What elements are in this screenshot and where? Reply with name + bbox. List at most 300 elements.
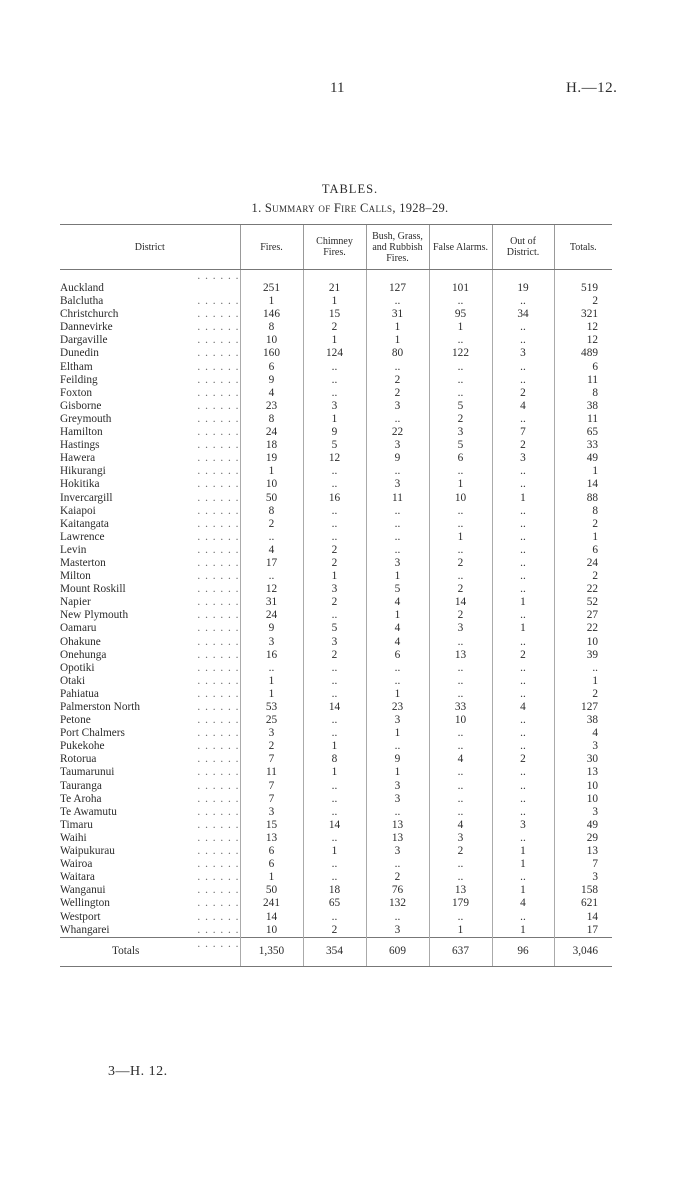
bush-grass-rubbish-fires-cell: 3 (366, 924, 429, 938)
false-alarms-cell: .. (429, 518, 492, 531)
fires-cell: 50 (240, 884, 303, 897)
fires-cell: 15 (240, 819, 303, 832)
table-row (60, 321, 612, 334)
total-cell: 14 (554, 478, 612, 491)
table-row (60, 361, 612, 374)
table-row (60, 924, 612, 938)
district-cell: Dannevirke . . . . . . (60, 321, 240, 334)
fires-cell: 10 (240, 334, 303, 347)
table-row (60, 806, 612, 819)
bush-grass-rubbish-fires-cell: 80 (366, 347, 429, 360)
column-header-district: District (60, 225, 240, 270)
chimney-fires-cell: 1 (303, 570, 366, 583)
district-cell: Invercargill . . . . . . (60, 491, 240, 504)
out-of-district-cell: .. (492, 766, 554, 779)
chimney-fires-cell: 3 (303, 636, 366, 649)
out-of-district-cell: .. (492, 518, 554, 531)
table-row (60, 688, 612, 701)
bush-grass-rubbish-fires-cell: 127 (366, 270, 429, 296)
fires-cell: 3 (240, 636, 303, 649)
fires-cell: 2 (240, 740, 303, 753)
table-row (60, 622, 612, 635)
bush-grass-rubbish-fires-cell: .. (366, 806, 429, 819)
out-of-district-cell: .. (492, 505, 554, 518)
bush-grass-rubbish-fires-cell: 76 (366, 884, 429, 897)
out-of-district-cell: .. (492, 544, 554, 557)
false-alarms-cell: 6 (429, 452, 492, 465)
district-cell: Rotorua . . . . . . (60, 753, 240, 766)
district-cell: Wanganui . . . . . . (60, 884, 240, 897)
out-of-district-cell: 1 (492, 492, 554, 505)
table-row (60, 845, 612, 858)
total-cell: 1 (554, 531, 612, 544)
out-of-district-cell: .. (492, 740, 554, 753)
fires-cell: 6 (240, 858, 303, 871)
district-cell: Tauranga . . . . . . (60, 779, 240, 792)
table-row (60, 858, 612, 871)
false-alarms-cell: .. (429, 570, 492, 583)
bush-grass-rubbish-fires-cell: 5 (366, 583, 429, 596)
fires-cell: 25 (240, 714, 303, 727)
totals-label: Totals . . . . . . (60, 937, 240, 966)
district-cell: Christchurch . . . . . . (60, 308, 240, 321)
total-cell: 38 (554, 400, 612, 413)
chimney-fires-cell: .. (303, 727, 366, 740)
false-alarms-cell: 1 (429, 924, 492, 938)
bush-grass-rubbish-fires-cell: 4 (366, 596, 429, 609)
district-cell: Te Aroha . . . . . . (60, 792, 240, 805)
table-row (60, 570, 612, 583)
false-alarms-cell: .. (429, 505, 492, 518)
bush-grass-rubbish-fires-cell: 3 (366, 793, 429, 806)
fires-cell: 241 (240, 897, 303, 910)
district-cell: Dargaville . . . . . . (60, 334, 240, 347)
chimney-fires-cell: 2 (303, 596, 366, 609)
total-cell: 13 (554, 766, 612, 779)
out-of-district-cell: .. (492, 570, 554, 583)
bush-grass-rubbish-fires-cell: 2 (366, 387, 429, 400)
chimney-fires-cell: 2 (303, 649, 366, 662)
fires-cell: 24 (240, 426, 303, 439)
bush-grass-rubbish-fires-cell: 3 (366, 439, 429, 452)
table-row (60, 426, 612, 439)
false-alarms-cell: 1 (429, 531, 492, 544)
chimney-fires-cell: 3 (303, 583, 366, 596)
table-row (60, 347, 612, 360)
district-cell: Hastings . . . . . . (60, 439, 240, 452)
district-cell: Napier . . . . . . (60, 596, 240, 609)
district-cell: Foxton . . . . . . (60, 386, 240, 399)
total-cell: 10 (554, 780, 612, 793)
totals-row (60, 937, 612, 966)
total-cell: 4 (554, 727, 612, 740)
table-row (60, 518, 612, 531)
table-row (60, 452, 612, 465)
bush-grass-rubbish-fires-cell: .. (366, 858, 429, 871)
bush-grass-rubbish-fires-cell: .. (366, 662, 429, 675)
district-cell: Oamaru . . . . . . (60, 622, 240, 635)
total-cell: .. (554, 662, 612, 675)
out-of-district-cell: .. (492, 295, 554, 308)
chimney-fires-cell: 124 (303, 347, 366, 360)
district-cell: Pahiatua . . . . . . (60, 687, 240, 700)
out-of-district-cell: .. (492, 557, 554, 570)
chimney-fires-cell: .. (303, 662, 366, 675)
fires-cell: 12 (240, 583, 303, 596)
district-cell: Onehunga . . . . . . (60, 648, 240, 661)
chimney-fires-cell: 5 (303, 439, 366, 452)
out-of-district-cell: .. (492, 806, 554, 819)
false-alarms-cell: 3 (429, 622, 492, 635)
out-of-district-cell: .. (492, 662, 554, 675)
table-row (60, 662, 612, 675)
false-alarms-cell: .. (429, 793, 492, 806)
out-of-district-cell: .. (492, 832, 554, 845)
district-cell: Wellington . . . . . . (60, 897, 240, 910)
chimney-fires-cell: .. (303, 793, 366, 806)
total-cell: 158 (554, 884, 612, 897)
out-of-district-cell: .. (492, 675, 554, 688)
bush-grass-rubbish-fires-cell: .. (366, 531, 429, 544)
table-row (60, 270, 612, 296)
chimney-fires-cell: .. (303, 374, 366, 387)
total-cell: 29 (554, 832, 612, 845)
total-cell: 321 (554, 308, 612, 321)
table-row (60, 583, 612, 596)
table-row (60, 609, 612, 622)
bush-grass-rubbish-fires-cell: 23 (366, 701, 429, 714)
table-row (60, 911, 612, 924)
chimney-fires-cell: 1 (303, 413, 366, 426)
total-cell: 6 (554, 544, 612, 557)
bush-grass-rubbish-fires-cell: 13 (366, 819, 429, 832)
total-cell: 12 (554, 321, 612, 334)
total-cell: 49 (554, 819, 612, 832)
chimney-fires-cell: 2 (303, 924, 366, 938)
chimney-fires-cell: .. (303, 531, 366, 544)
total-cell: 1 (554, 465, 612, 478)
false-alarms-cell: .. (429, 688, 492, 701)
out-of-district-cell: 1 (492, 884, 554, 897)
district-cell: Masterton . . . . . . (60, 556, 240, 569)
total-fires: 1,350 (240, 937, 303, 966)
out-of-district-cell: .. (492, 334, 554, 347)
out-of-district-cell: .. (492, 793, 554, 806)
district-cell: Pukekohe . . . . . . (60, 740, 240, 753)
table-row (60, 374, 612, 387)
total-chimney-fires: 354 (303, 937, 366, 966)
bush-grass-rubbish-fires-cell: 3 (366, 780, 429, 793)
district-cell: Port Chalmers . . . . . . (60, 727, 240, 740)
chimney-fires-cell: .. (303, 609, 366, 622)
total-cell: 10 (554, 793, 612, 806)
chimney-fires-cell: .. (303, 465, 366, 478)
district-cell: Waitara . . . . . . (60, 871, 240, 884)
chimney-fires-cell: .. (303, 387, 366, 400)
column-header-false-alarms: False Alarms. (429, 225, 492, 270)
false-alarms-cell: 13 (429, 649, 492, 662)
chimney-fires-cell: 65 (303, 897, 366, 910)
false-alarms-cell: .. (429, 295, 492, 308)
district-cell: Wairoa . . . . . . (60, 858, 240, 871)
district-cell: Ohakune . . . . . . (60, 635, 240, 648)
fires-cell: 10 (240, 478, 303, 491)
district-cell: Milton . . . . . . (60, 570, 240, 583)
out-of-district-cell: .. (492, 780, 554, 793)
table-row (60, 636, 612, 649)
table-row (60, 334, 612, 347)
bush-grass-rubbish-fires-cell: .. (366, 911, 429, 924)
district-cell: Mount Roskill . . . . . . (60, 583, 240, 596)
total-cell: 11 (554, 413, 612, 426)
out-of-district-cell: .. (492, 636, 554, 649)
fires-cell: 4 (240, 387, 303, 400)
total-cell: 17 (554, 924, 612, 938)
district-cell: Lawrence . . . . . . (60, 530, 240, 543)
false-alarms-cell: 95 (429, 308, 492, 321)
out-of-district-cell: 1 (492, 845, 554, 858)
chimney-fires-cell: .. (303, 361, 366, 374)
total-cell: 2 (554, 570, 612, 583)
false-alarms-cell: 179 (429, 897, 492, 910)
district-cell: Auckland . . . . . . (60, 270, 240, 294)
out-of-district-cell: .. (492, 478, 554, 491)
fires-cell: 2 (240, 518, 303, 531)
bush-grass-rubbish-fires-cell: 9 (366, 753, 429, 766)
total-cell: 2 (554, 295, 612, 308)
false-alarms-cell: 10 (429, 492, 492, 505)
fires-cell: 7 (240, 780, 303, 793)
column-header-bush-grass-rubbish-fires: Bush, Grass, and Rubbish Fires. (366, 225, 429, 270)
table-row (60, 544, 612, 557)
table-row (60, 675, 612, 688)
false-alarms-cell: 13 (429, 884, 492, 897)
out-of-district-cell: 3 (492, 347, 554, 360)
fires-cell: .. (240, 662, 303, 675)
total-cell: 489 (554, 347, 612, 360)
table-row (60, 387, 612, 400)
fires-cell: 3 (240, 727, 303, 740)
bush-grass-rubbish-fires-cell: 22 (366, 426, 429, 439)
false-alarms-cell: .. (429, 727, 492, 740)
fires-cell: 14 (240, 911, 303, 924)
fires-cell: 1 (240, 688, 303, 701)
chimney-fires-cell: .. (303, 871, 366, 884)
chimney-fires-cell: 1 (303, 740, 366, 753)
fires-cell: 4 (240, 544, 303, 557)
total-cell: 3 (554, 806, 612, 819)
out-of-district-cell: 4 (492, 400, 554, 413)
district-cell: Kaitangata . . . . . . (60, 517, 240, 530)
total-cell: 22 (554, 622, 612, 635)
false-alarms-cell: 101 (429, 270, 492, 296)
table-title: 1. Summary of Fire Calls, 1928–29. (251, 201, 449, 215)
chimney-fires-cell: 1 (303, 766, 366, 779)
out-of-district-cell: .. (492, 321, 554, 334)
bush-grass-rubbish-fires-cell: .. (366, 518, 429, 531)
table-row (60, 505, 612, 518)
fires-cell: 24 (240, 609, 303, 622)
total-cell: 12 (554, 334, 612, 347)
false-alarms-cell: 1 (429, 321, 492, 334)
fires-cell: 11 (240, 766, 303, 779)
table-row (60, 649, 612, 662)
chimney-fires-cell: 2 (303, 544, 366, 557)
document-reference: H.—12. (566, 80, 618, 96)
out-of-district-cell: 1 (492, 596, 554, 609)
out-of-district-cell: 4 (492, 897, 554, 910)
fires-cell: 6 (240, 845, 303, 858)
false-alarms-cell: 5 (429, 439, 492, 452)
false-alarms-cell: 1 (429, 478, 492, 491)
false-alarms-cell: .. (429, 636, 492, 649)
out-of-district-cell: .. (492, 911, 554, 924)
district-cell: Feilding . . . . . . (60, 373, 240, 386)
out-of-district-cell: .. (492, 465, 554, 478)
total-cell: 49 (554, 452, 612, 465)
tables-heading: TABLES. (321, 182, 379, 196)
table-row (60, 531, 612, 544)
fires-cell: 7 (240, 793, 303, 806)
district-cell: Otaki . . . . . . (60, 674, 240, 687)
chimney-fires-cell: 8 (303, 753, 366, 766)
chimney-fires-cell: .. (303, 505, 366, 518)
total-cell: 13 (554, 845, 612, 858)
false-alarms-cell: .. (429, 544, 492, 557)
out-of-district-cell: 2 (492, 649, 554, 662)
bush-grass-rubbish-fires-cell: 13 (366, 832, 429, 845)
fires-cell: 53 (240, 701, 303, 714)
fires-cell: 1 (240, 295, 303, 308)
district-cell: Hamilton . . . . . . (60, 426, 240, 439)
chimney-fires-cell: 16 (303, 492, 366, 505)
out-of-district-cell: .. (492, 361, 554, 374)
total-cell: 52 (554, 596, 612, 609)
table-row (60, 819, 612, 832)
fires-cell: 9 (240, 622, 303, 635)
district-cell: Greymouth . . . . . . (60, 412, 240, 425)
false-alarms-cell: .. (429, 911, 492, 924)
false-alarms-cell: 4 (429, 753, 492, 766)
total-cell: 8 (554, 387, 612, 400)
table-row (60, 793, 612, 806)
out-of-district-cell: 3 (492, 452, 554, 465)
total-cell: 39 (554, 649, 612, 662)
total-cell: 127 (554, 701, 612, 714)
fires-cell: 13 (240, 832, 303, 845)
chimney-fires-cell: 5 (303, 622, 366, 635)
false-alarms-cell: .. (429, 662, 492, 675)
false-alarms-cell: 14 (429, 596, 492, 609)
false-alarms-cell: .. (429, 334, 492, 347)
false-alarms-cell: .. (429, 858, 492, 871)
out-of-district-cell: 19 (492, 270, 554, 296)
district-cell: Gisborne . . . . . . (60, 399, 240, 412)
fires-cell: 3 (240, 806, 303, 819)
false-alarms-cell: .. (429, 740, 492, 753)
bush-grass-rubbish-fires-cell: 3 (366, 714, 429, 727)
district-cell: New Plymouth . . . . . . (60, 609, 240, 622)
bush-grass-rubbish-fires-cell: 132 (366, 897, 429, 910)
fires-cell: 1 (240, 871, 303, 884)
bush-grass-rubbish-fires-cell: 2 (366, 374, 429, 387)
total-cell: 2 (554, 688, 612, 701)
total-cell: 8 (554, 505, 612, 518)
false-alarms-cell: .. (429, 871, 492, 884)
out-of-district-cell: 2 (492, 439, 554, 452)
table-row (60, 596, 612, 609)
fires-cell: 251 (240, 270, 303, 296)
chimney-fires-cell: 1 (303, 845, 366, 858)
total-cell: 2 (554, 518, 612, 531)
false-alarms-cell: 3 (429, 426, 492, 439)
fires-cell: 1 (240, 465, 303, 478)
fires-cell: 16 (240, 649, 303, 662)
table-row (60, 727, 612, 740)
district-cell: Whangarei . . . . . . (60, 923, 240, 936)
false-alarms-cell: .. (429, 675, 492, 688)
chimney-fires-cell: .. (303, 478, 366, 491)
bush-grass-rubbish-fires-cell: 1 (366, 609, 429, 622)
out-of-district-cell: 2 (492, 387, 554, 400)
district-cell: Petone . . . . . . (60, 714, 240, 727)
bush-grass-rubbish-fires-cell: 1 (366, 334, 429, 347)
total-cell: 519 (554, 270, 612, 296)
bush-grass-rubbish-fires-cell: 6 (366, 649, 429, 662)
bush-grass-rubbish-fires-cell: 2 (366, 871, 429, 884)
column-header-totals: Totals. (554, 225, 612, 270)
bush-grass-rubbish-fires-cell: 3 (366, 478, 429, 491)
footer-reference: 3—H. 12. (108, 1064, 168, 1079)
table-row (60, 766, 612, 779)
grand-total: 3,046 (554, 937, 612, 966)
fires-cell: 50 (240, 492, 303, 505)
chimney-fires-cell: .. (303, 806, 366, 819)
bush-grass-rubbish-fires-cell: .. (366, 544, 429, 557)
table-header-row (60, 225, 612, 270)
column-header-out-of-district: Out of District. (492, 225, 554, 270)
chimney-fires-cell: 9 (303, 426, 366, 439)
district-cell: Hawera . . . . . . (60, 452, 240, 465)
out-of-district-cell: 1 (492, 622, 554, 635)
table-row (60, 295, 612, 308)
bush-grass-rubbish-fires-cell: .. (366, 505, 429, 518)
total-cell: 22 (554, 583, 612, 596)
table-row (60, 308, 612, 321)
table-row (60, 400, 612, 413)
fires-cell: 10 (240, 924, 303, 938)
chimney-fires-cell: 2 (303, 557, 366, 570)
chimney-fires-cell: 14 (303, 819, 366, 832)
false-alarms-cell: 5 (429, 400, 492, 413)
total-cell: 14 (554, 911, 612, 924)
chimney-fires-cell: .. (303, 832, 366, 845)
total-cell: 38 (554, 714, 612, 727)
chimney-fires-cell: .. (303, 780, 366, 793)
false-alarms-cell: .. (429, 387, 492, 400)
bush-grass-rubbish-fires-cell: 9 (366, 452, 429, 465)
fire-calls-summary-table (60, 224, 612, 967)
total-cell: 6 (554, 361, 612, 374)
district-cell: Waihi . . . . . . (60, 831, 240, 844)
bush-grass-rubbish-fires-cell: .. (366, 413, 429, 426)
chimney-fires-cell: 1 (303, 295, 366, 308)
chimney-fires-cell: 14 (303, 701, 366, 714)
table-row (60, 740, 612, 753)
page-number: 11 (330, 80, 345, 96)
fires-cell: 31 (240, 596, 303, 609)
total-bush-grass-rubbish-fires: 609 (366, 937, 429, 966)
